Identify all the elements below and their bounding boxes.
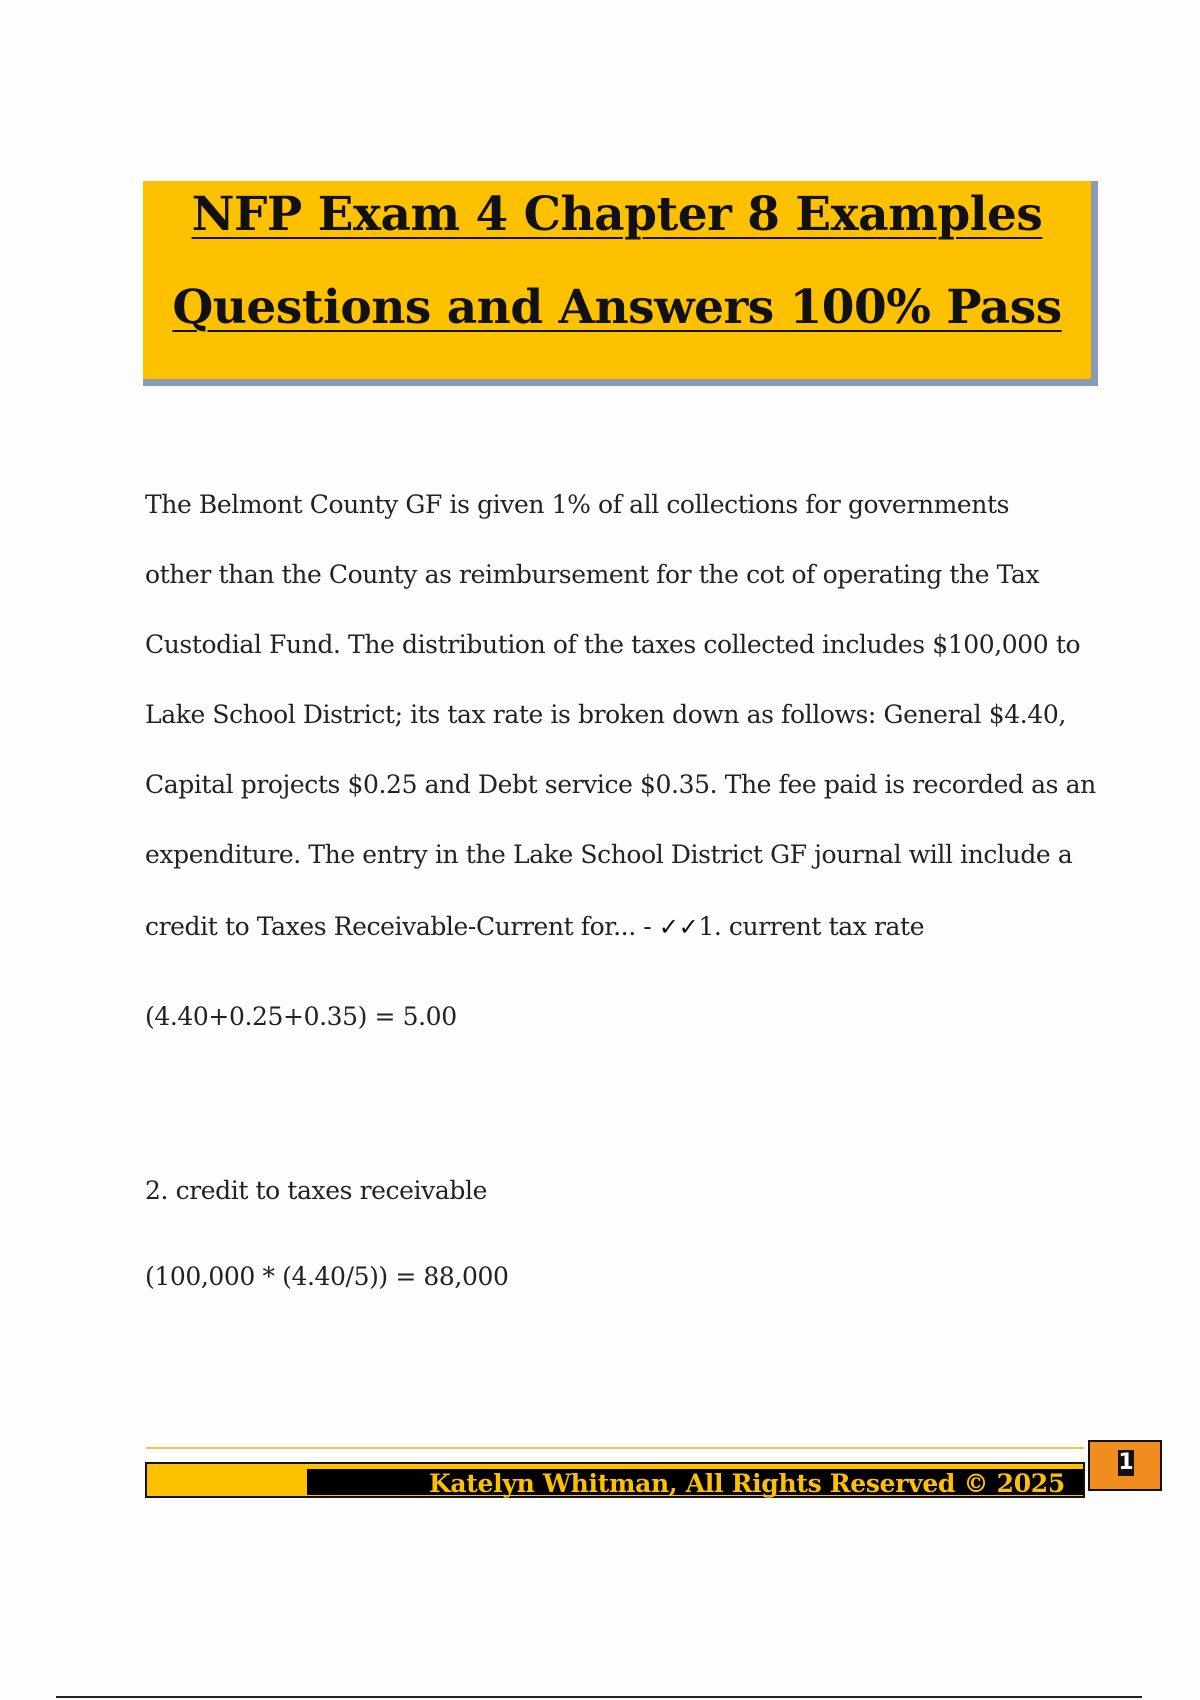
double-check-icon: ✓✓	[658, 913, 699, 941]
answer-formula-2: (100,000 * (4.40/5)) = 88,000	[145, 1262, 509, 1291]
answer-item-2-label: 2. credit to taxes receivable	[145, 1176, 487, 1205]
question-line-3: Custodial Fund. The distribution of the taxes collected includes $100,000 to	[145, 630, 1081, 659]
page-number: 1	[1118, 1450, 1134, 1475]
footer-copyright: Katelyn Whitman, All Rights Reserved © 2025	[428, 1469, 1065, 1498]
question-line-2: other than the County as reimbursement for the cot of operating the Tax	[145, 560, 1040, 589]
question-line-6: expenditure. The entry in the Lake School District GF journal will include a	[145, 840, 1073, 869]
question-line-4: Lake School District; its tax rate is broken down as follows: General $4.40,	[145, 700, 1066, 729]
answer-item-1-label: 1. current tax rate	[698, 912, 925, 941]
question-line-5: Capital projects $0.25 and Debt service $0.35. The fee paid is recorded as an	[145, 770, 1096, 799]
question-line-7	[145, 912, 924, 941]
title-banner	[143, 181, 1098, 386]
page-title-line-1: NFP Exam 4 Chapter 8 Examples	[191, 187, 1043, 242]
footer-bar	[145, 1462, 1085, 1498]
page-number-badge	[1088, 1440, 1162, 1491]
footer-black-band	[307, 1469, 1083, 1498]
question-line-7-prefix: credit to Taxes Receivable-Current for... -	[145, 912, 659, 941]
page-title-line-2: Questions and Answers 100% Pass	[172, 280, 1062, 335]
footer-divider	[146, 1447, 1084, 1449]
answer-formula-1: (4.40+0.25+0.35) = 5.00	[145, 1002, 457, 1031]
question-line-1: The Belmont County GF is given 1% of all collections for governments	[145, 490, 1010, 519]
bottom-divider	[56, 1696, 1142, 1698]
